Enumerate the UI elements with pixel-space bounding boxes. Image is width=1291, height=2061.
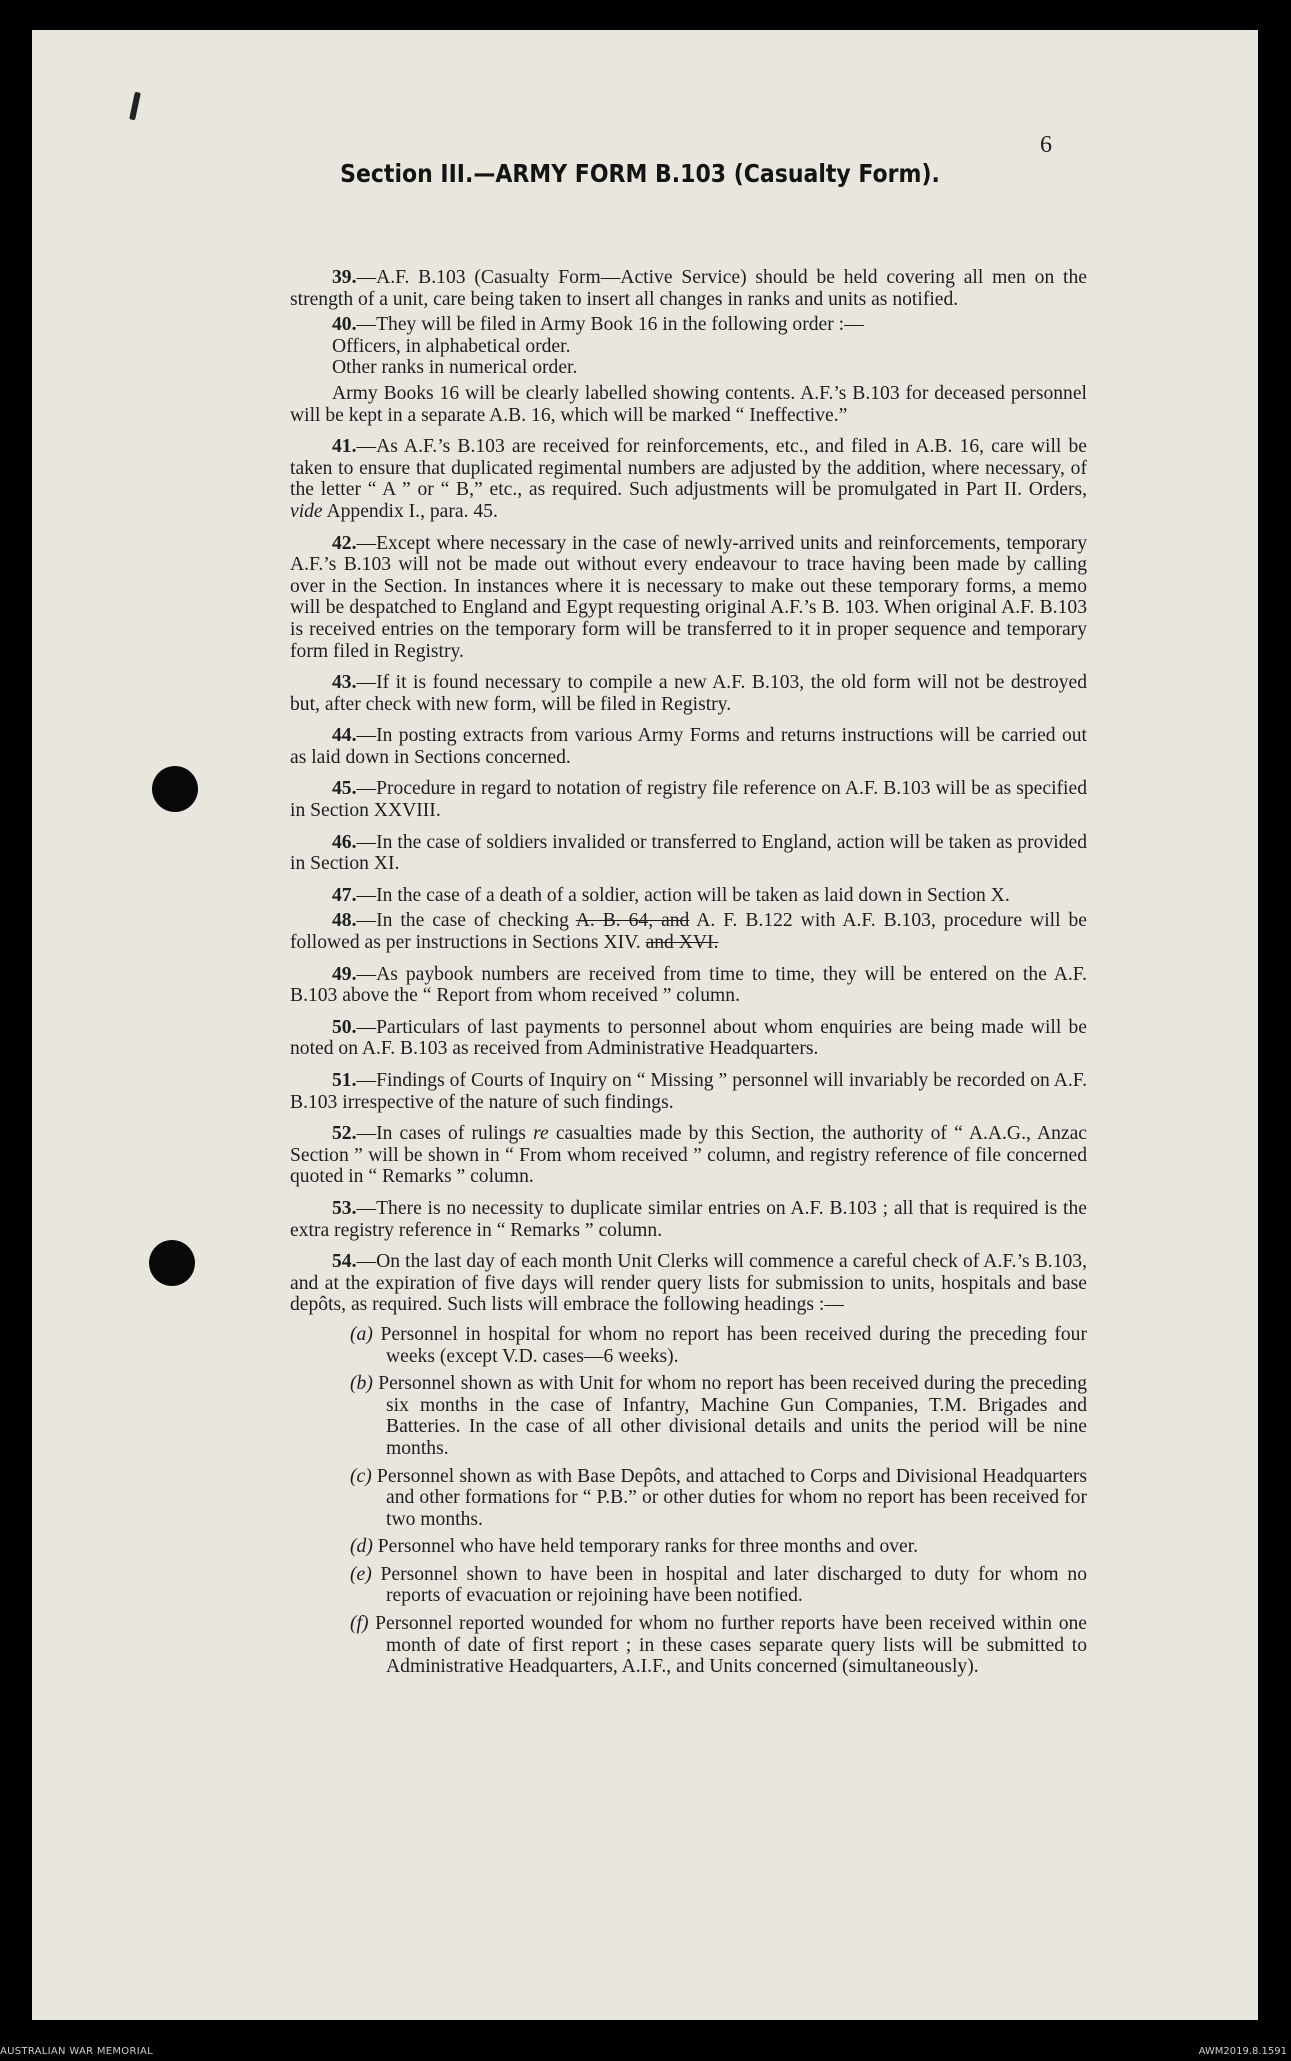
paragraph-51: 51.—Findings of Courts of Inquiry on “ Missing ” personnel will invariably be recorded on A.F. B.103 irrespective of the nature of such findings. [290,1070,1087,1113]
list-item: (d) Personnel who have held temporary ranks for three months and over. [350,1536,919,1558]
list-item: (c) Personnel shown as with Base Depôts, and attached to Corps and Divisional Headquarters and other formations for “ P.B.” or other duties for whom no report has been received for two months. [350,1465,1087,1530]
paragraph-39: 39.—A.F. B.103 (Casualty Form—Active Service) should be held covering all men on the strength of a unit, care being taken to insert all changes in ranks and units as notified. [290,267,1087,310]
paragraph-49: 49.—As paybook numbers are received from time to time, they will be entered on the A.F. B.103 above the “ Report from whom received ” column. [290,963,1087,1007]
paragraph-54: 54.—On the last day of each month Unit Clerks will commence a careful check of A.F.’s B.103, and at the expiration of five days will render query lists for submission to units, hospitals and base depôts, as required. Such lists will embrace the following headings :— [290,1251,1087,1316]
paragraph-43: 43.—If it is found necessary to compile a new A.F. B.103, the old form will not be destroyed but, after check with new form, will be filed in Registry. [290,672,1087,715]
paragraph-44: 44.—In posting extracts from various Army Forms and returns instructions will be carried out as laid down in Sections concerned. [290,725,1087,768]
document-body [290,267,1087,1678]
punch-hole [149,1240,195,1286]
page-number: 6 [1040,132,1052,158]
paragraph-47: 47.—In the case of a death of a soldier, action will be taken as laid down in Section X. [332,884,1010,906]
paragraph-40-continued: Army Books 16 will be clearly labelled showing contents. A.F.’s B.103 for deceased personnel will be kept in a separate A.B. 16, which will be marked “ Ineffective.” [290,382,1087,426]
list-item: (a) Personnel in hospital for whom no report has been received during the preceding four weeks (except V.D. cases—6 weeks). [350,1323,1087,1367]
list-item: (b) Personnel shown as with Unit for whom no report has been received during the preceding six months in the case of Infantry, Machine Gun Companies, T.M. Brigades and Batteries. In the case of all other divisional details and units the period will be nine months. [350,1373,1088,1459]
list-item: Officers, in alphabetical order. [332,335,571,357]
paragraph-50: 50.—Particulars of last payments to personnel about whom enquiries are being made will be noted on A.F. B.103 as received from Administrative Headquarters. [290,1016,1087,1060]
paragraph-40: 40.—They will be filed in Army Book 16 in the following order :— [332,314,864,336]
paragraph-52: 52.—In cases of rulings re casualties made by this Section, the authority of “ A.A.G., Anzac Section ” will be shown in “ From whom received ” column, and registry reference of file concerned quoted in “ Remarks ” column. [290,1123,1087,1188]
paragraph-41: 41.—As A.F.’s B.103 are received for reinforcements, etc., and filed in A.B. 16, care will be taken to ensure that duplicated regimental numbers are adjusted by the addition, where necessary, of the letter “ A ” or “ B,” etc., as required. Such adjustments will be promulgated in Part II. Orders, vide Appendix I., para. 45. [290,436,1087,522]
paragraph-45: 45.—Procedure in regard to notation of registry file reference on A.F. B.103 will be as specified in Section XXVIII. [290,778,1087,822]
struck-text: and XVI. [645,932,719,954]
list-item: (f) Personnel reported wounded for whom no further reports have been received within one month of date of first report ; in these cases separate query lists will be submitted to Administrative Headquarters, A.I.F., and Units concerned (simultaneously). [350,1613,1087,1678]
list-item: Other ranks in numerical order. [332,357,578,379]
struck-text: A. B. 64, and [575,910,690,932]
list-item: (e) Personnel shown to have been in hospital and later discharged to duty for whom no reports of evacuation or rejoining have been notified. [350,1563,1087,1607]
paragraph-42: 42.—Except where necessary in the case of newly-arrived units and reinforcements, temporary A.F.’s B.103 will not be made out without every endeavour to trace having been made by calling over in the Section. In instances where it is necessary to make out these temporary forms, a memo will be despatched to England and Egypt requesting original A.F.’s B. 103. When original A.F. B.103 is received entries on the temporary form will be transferred to it in proper sequence and temporary form filed in Registry. [290,532,1087,662]
punch-hole [152,766,198,812]
pin-mark [129,92,141,121]
paragraph-53: 53.—There is no necessity to duplicate similar entries on A.F. B.103 ; all that is required is the extra registry reference in “ Remarks ” column. [290,1197,1087,1241]
paragraph-48: 48.—In the case of checking A. B. 64, and A. F. B.122 with A.F. B.103, procedure will be followed as per instructions in Sections XIV. and XVI. [290,910,1087,954]
footer-accession-number: AWM2019.8.1591 [1198,2046,1287,2057]
footer-credit: AUSTRALIAN WAR MEMORIAL [0,2046,153,2057]
paragraph-46: 46.—In the case of soldiers invalided or transferred to England, action will be taken as provided in Section XI. [290,831,1087,875]
section-title: Section III.—ARMY FORM B.103 (Casualty Form). [340,160,940,189]
